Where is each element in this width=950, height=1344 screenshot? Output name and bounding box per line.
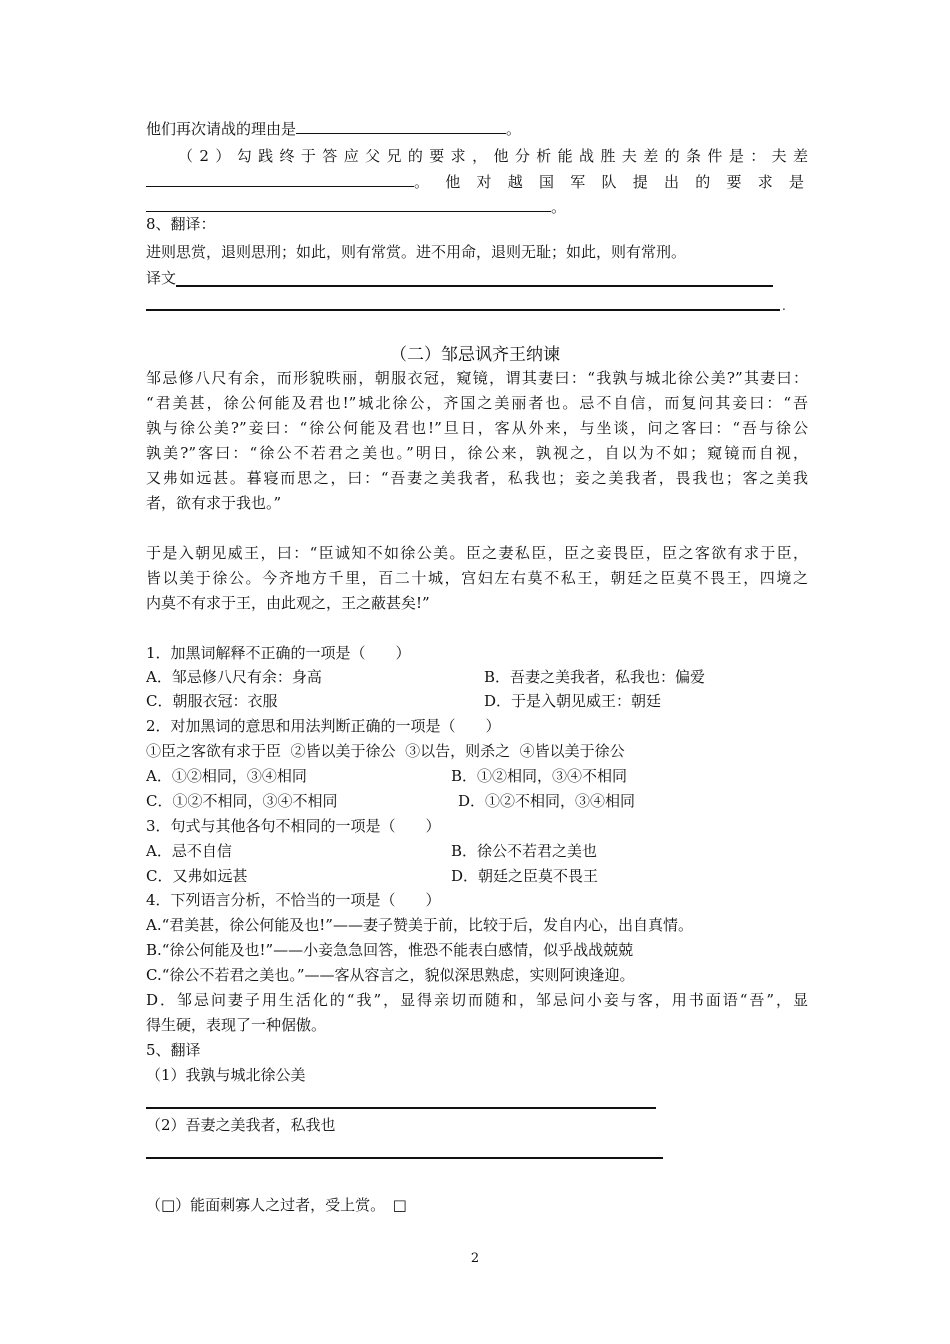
condition-blank <box>146 171 414 187</box>
q2-line3-end: 。 <box>551 198 567 216</box>
q4-option-d-line1: D．邹忌问妻子用生活化的“我”，显得亲切而随和，邹忌问小妾与客，用书面语“吾”，显 <box>146 991 808 1009</box>
reason-end: 。 <box>506 120 522 138</box>
q1-option-b: B．吾妻之美我者，私我也：偏爱 <box>484 668 706 686</box>
q5-sentence-1: （1）我孰与城北徐公美 <box>146 1066 306 1084</box>
q8-answer-label: 译文 <box>146 269 177 287</box>
reason-label: 他们再次请战的理由是 <box>146 120 297 138</box>
page-number: 2 <box>470 1251 480 1266</box>
q5-heading: 5、翻译 <box>146 1041 201 1059</box>
q5-sentence-2: （2）吾妻之美我者，私我也 <box>146 1116 336 1134</box>
q8-answer-line-1 <box>176 285 773 287</box>
q8-heading: 8、翻译： <box>146 215 216 233</box>
q2-option-b: B．①②相同，③④不相同 <box>451 767 628 785</box>
passage-line: 者，欲有求于我也。” <box>146 494 282 512</box>
q3-option-c: C．又弗如远甚 <box>146 867 248 885</box>
requirement-blank <box>146 196 551 212</box>
reason-blank <box>296 118 506 134</box>
q4-option-a: A.“君美甚，徐公何能及也!”——妻子赞美于前，比较于后，发自内心，出自真情。 <box>146 916 693 934</box>
q2-option-c: C．①②不相同，③④不相同 <box>146 792 338 810</box>
passage-line: “君美甚，徐公何能及君也!”城北徐公，齐国之美丽者也。忌不自信，而复问其妾曰：“吾 <box>146 394 808 412</box>
q2-line2-text: 。他对越国军队提出的要求是 <box>414 173 804 191</box>
q4-stem: 4．下列语言分析，不恰当的一项是（ ） <box>146 891 441 909</box>
passage-line: 孰美?”客曰：“徐公不若君之美也。”明日，徐公来，孰视之，自以为不如；窥镜而自视， <box>146 444 808 462</box>
q3-option-b: B．徐公不若君之美也 <box>451 842 598 860</box>
q8-answer-line-2 <box>146 309 780 311</box>
q2-items: ①臣之客欲有求于臣 ②皆以美于徐公 ③以告，则杀之 ④皆以美于徐公 <box>146 742 625 760</box>
q2-line2 <box>146 171 808 192</box>
q5-answer-line-2 <box>146 1157 663 1159</box>
q5-sentence-3: （□）能面刺寡人之过者，受上赏。 □ <box>146 1196 407 1214</box>
q8-dot: . <box>782 299 786 313</box>
passage-line: 内莫不有求于王，由此观之，王之蔽甚矣!” <box>146 594 430 612</box>
section-title: （二）邹忌讽齐王纳谏 <box>390 345 560 365</box>
q4-option-d-line2: 得生硬，表现了一种倨傲。 <box>146 1016 327 1034</box>
q1-option-c: C．朝服衣冠：衣服 <box>146 692 278 710</box>
q5-answer-line-1 <box>146 1107 656 1109</box>
passage-line: 孰与徐公美?”妾曰：“徐公何能及君也!”旦日，客从外来，与坐谈，问之客曰：“吾与徐公 <box>146 419 808 437</box>
q2-stem: 2．对加黑词的意思和用法判断正确的一项是（ ） <box>146 717 501 735</box>
passage-line: 邹忌修八尺有余，而形貌昳丽，朝服衣冠，窥镜，谓其妻曰：“我孰与城北徐公美?”其妻曰： <box>146 369 808 387</box>
reason-line <box>146 118 521 139</box>
passage-line: 于是入朝见威王，曰：“臣诚知不如徐公美。臣之妻私臣，臣之妾畏臣，臣之客欲有求于臣， <box>146 544 808 562</box>
q3-option-d: D．朝廷之臣莫不畏王 <box>451 867 599 885</box>
q4-option-c: C.“徐公不若君之美也。”——客从容言之，貌似深思熟虑，实则阿谀逢迎。 <box>146 966 635 984</box>
q3-option-a: A．忌不自信 <box>146 842 232 860</box>
q1-option-d: D．于是入朝见威王：朝廷 <box>484 692 662 710</box>
passage-line: 又弗如远甚。暮寝而思之，曰：“吾妻之美我者，私我也；妾之美我者，畏我也；客之美我 <box>146 469 808 487</box>
q1-stem: 1．加黑词解释不正确的一项是（ ） <box>146 644 411 662</box>
q2-option-d: D．①②不相同，③④相同 <box>458 792 636 810</box>
q8-text: 进则思赏，退则思刑；如此，则有常赏。进不用命，退则无耻；如此，则有常刑。 <box>146 243 687 261</box>
passage-line: 皆以美于徐公。今齐地方千里，百二十城，宫妇左右莫不私王，朝廷之臣莫不畏王，四境之 <box>146 569 808 587</box>
q1-option-a: A．邹忌修八尺有余：身高 <box>146 668 322 686</box>
q2-line1: （2）勾践终于答应父兄的要求，他分析能战胜夫差的条件是：夫差 <box>178 147 808 165</box>
q2-option-a: A．①②相同，③④相同 <box>146 767 307 785</box>
q4-option-b: B.“徐公何能及也!”——小妾急急回答，惟恐不能表白感情，似乎战战兢兢 <box>146 941 634 959</box>
q3-stem: 3．句式与其他各句不相同的一项是（ ） <box>146 817 441 835</box>
